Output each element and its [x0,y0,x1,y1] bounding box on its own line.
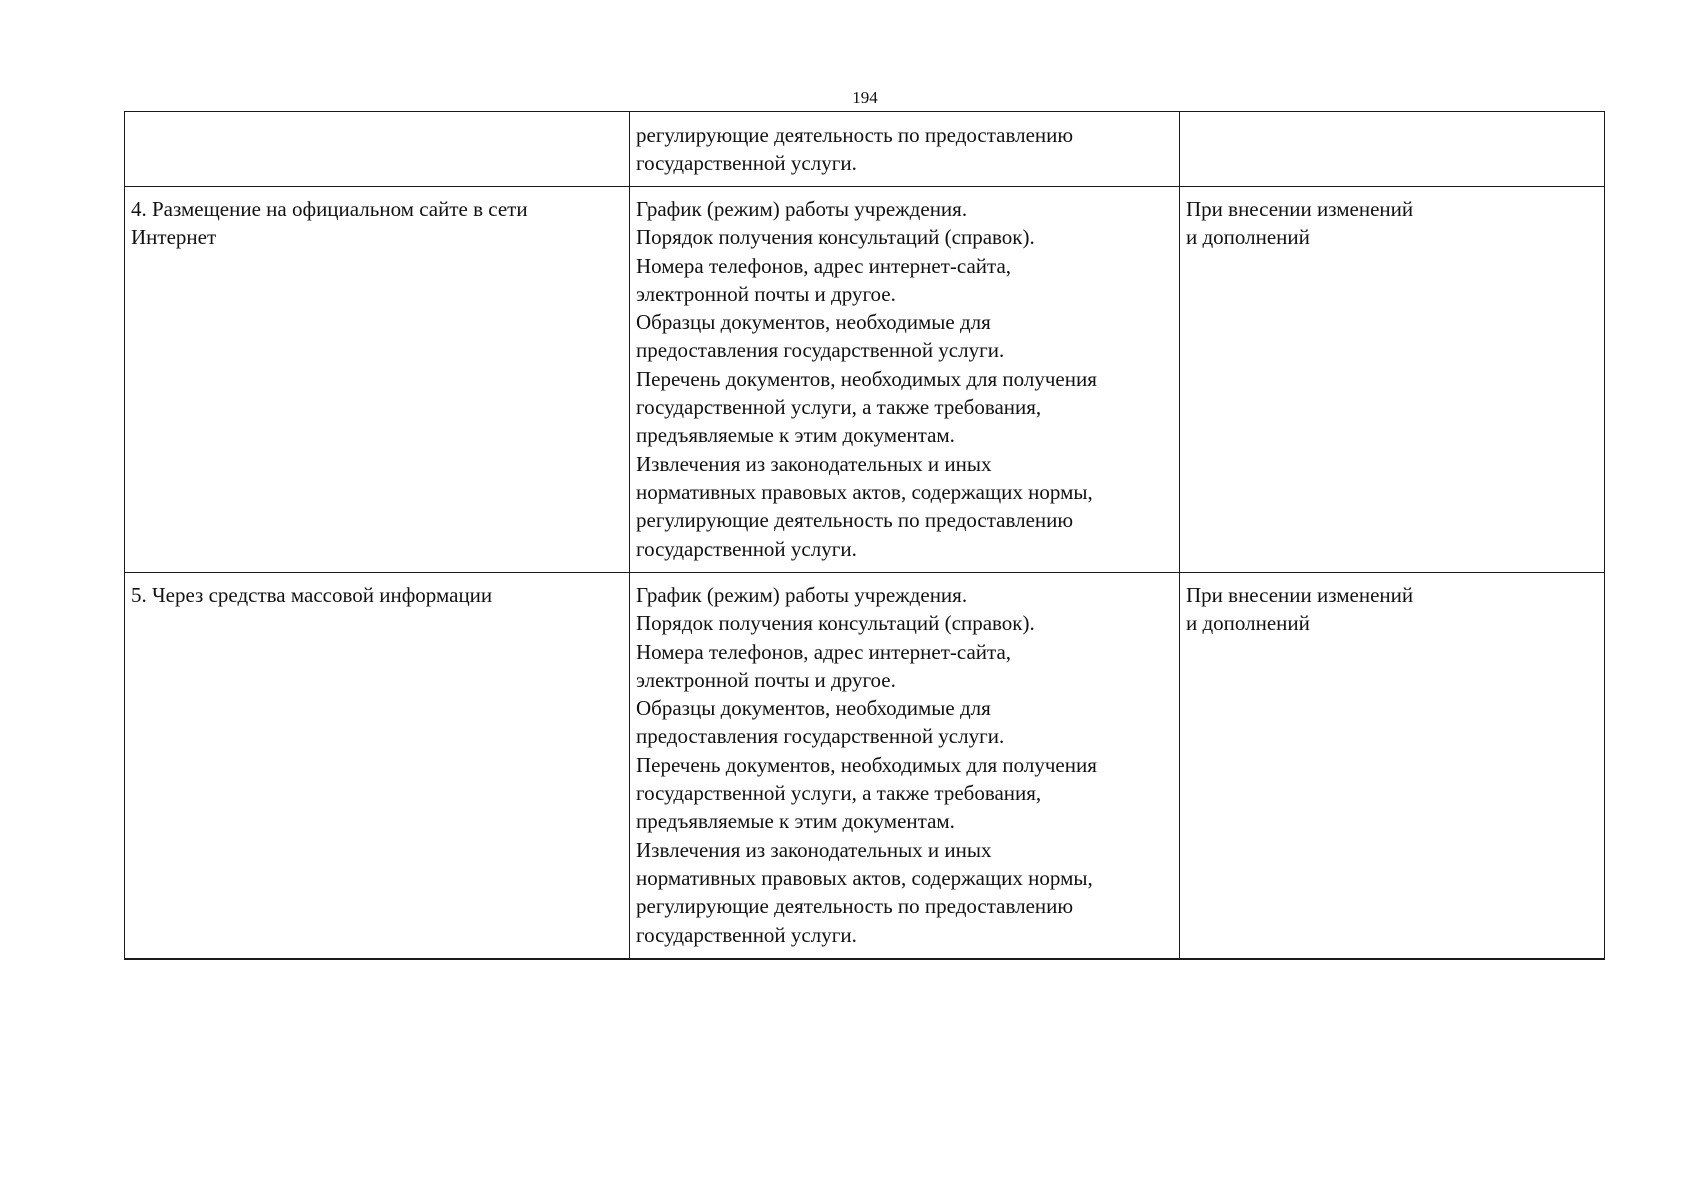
content-line: Порядок получения консультаций (справок). [636,225,1035,250]
content-line: График (режим) работы учреждения. [636,197,968,221]
information-table [124,111,1605,960]
content-cell [630,112,1180,187]
content-line: регулирующие деятельность по предоставлению [636,123,1074,147]
content-line: Номера телефонов, адрес интернет-сайта, [636,639,1012,664]
table-row-website [125,187,1605,573]
method-line: 5. Через средства массовой информации [131,583,493,607]
timing-line: При внесении изменений [1186,583,1414,607]
timing-line: При внесении изменений [1186,197,1414,221]
content-line: предоставления государственной услуги. [636,724,1005,749]
timing-line: и дополнений [1186,225,1310,250]
content-line: электронной почты и другое. [636,667,896,692]
timing-cell [1180,112,1605,187]
method-line: 4. Размещение на официальном сайте в сети [131,197,528,221]
content-line: государственной услуги, а также требования, [636,781,1042,806]
content-line: Номера телефонов, адрес интернет-сайта, [636,253,1012,278]
content-line: предъявляемые к этим документам. [636,809,955,834]
table-row-mass-media [125,573,1605,959]
content-line: Образцы документов, необходимые для [636,310,991,335]
method-cell [125,573,630,959]
content-line: предъявляемые к этим документам. [636,423,955,448]
content-line: государственной услуги. [636,151,857,176]
content-line: Извлечения из законодательных и иных [636,451,992,476]
content-line: Порядок получения консультаций (справок). [636,611,1035,636]
content-line: нормативных правовых актов, содержащих нормы, [636,865,1093,890]
content-line: государственной услуги. [636,922,857,947]
table-row-continuation [125,112,1605,187]
page-number: 194 [852,88,878,107]
content-line: Перечень документов, необходимых для получения [636,752,1097,777]
content-line: государственной услуги, а также требования, [636,395,1042,420]
content-line: нормативных правовых актов, содержащих нормы, [636,479,1093,504]
content-line: Образцы документов, необходимые для [636,696,991,721]
timing-line: и дополнений [1186,611,1310,636]
method-line: Интернет [131,225,217,250]
method-cell [125,187,630,573]
content-cell [630,187,1180,573]
method-cell [125,112,630,187]
content-line: Перечень документов, необходимых для получения [636,366,1097,391]
content-line: Извлечения из законодательных и иных [636,837,992,862]
content-line: предоставления государственной услуги. [636,338,1005,363]
content-line: регулирующие деятельность по предоставлению [636,894,1074,919]
timing-cell [1180,573,1605,959]
content-line: График (режим) работы учреждения. [636,583,968,607]
content-line: государственной услуги. [636,536,857,561]
content-cell [630,573,1180,959]
content-line: регулирующие деятельность по предоставлению [636,508,1074,533]
timing-cell [1180,187,1605,573]
content-line: электронной почты и другое. [636,281,896,306]
